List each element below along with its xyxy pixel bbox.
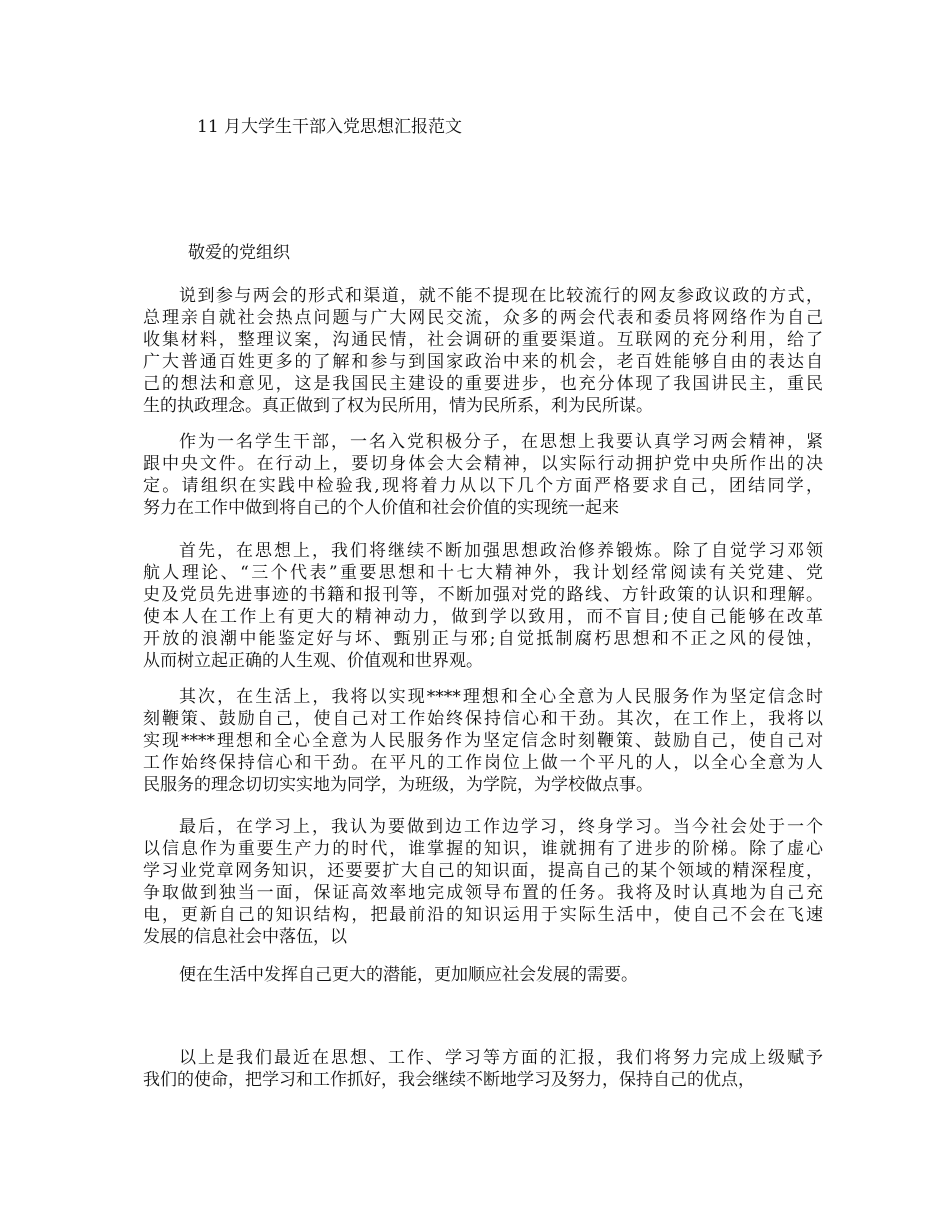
text-line: 发展的信息社会中落伍，以: [143, 927, 347, 947]
text-line: 便在生活中发挥自己更大的潜能，更加顺应社会发展的需要。: [179, 965, 638, 985]
text-line: 说到参与两会的形式和渠道，就不能不提现在比较流行的网友参政议政的方式，: [179, 286, 823, 306]
salutation: 敬爱的党组织: [188, 243, 290, 263]
text-line: 以上是我们最近在思想、工作、学习等方面的汇报，我们将努力完成上级赋予: [179, 1048, 823, 1068]
text-line: 定。请组织在实践中检验我,现将着力从以下几个方面严格要求自己，团结同学，: [143, 476, 823, 496]
text-line: 最后，在学习上，我认为要做到边工作边学习，终身学习。当今社会处于一个: [179, 817, 823, 837]
paragraph: [143, 964, 823, 986]
text-line: 生的执政理念。真正做到了权为民所用，情为民所系，利为民所谋。: [143, 396, 653, 416]
text-line: 收集材料，整理议案，沟通民情，社会调研的重要渠道。互联网的充分利用，给了: [143, 330, 823, 350]
text-line: 从而树立起正确的人生观、价值观和世界观。: [143, 651, 483, 671]
text-line: 开放的浪潮中能鉴定好与坏、甄别正与邪;自觉抵制腐朽思想和不正之风的侵蚀，: [143, 629, 823, 649]
text-line: 以信息作为重要生产力的时代，谁掌握的知识，谁就拥有了进步的阶梯。除了虚心: [143, 839, 823, 859]
paragraph: [143, 540, 823, 672]
paragraph: [143, 686, 823, 796]
text-line: 作为一名学生干部，一名入党积极分子，在思想上我要认真学习两会精神，紧: [179, 432, 823, 452]
text-line: 广大普通百姓更多的了解和参与到国家政治中来的机会，老百姓能够自由的表达自: [143, 352, 823, 372]
text-line: 使本人在工作上有更大的精神动力，做到学以致用，而不盲目;使自己能够在改革: [143, 607, 823, 627]
document-title: 11 月大学生干部入党思想汇报范文: [197, 117, 463, 137]
text-line: 民服务的理念切切实实地为同学，为班级，为学院，为学校做点事。: [143, 775, 653, 795]
text-line: 航人理论、“三个代表”重要思想和十七大精神外，我计划经常阅读有关党建、党: [143, 563, 823, 583]
text-line: 其次，在生活上，我将以实现****理想和全心全意为人民服务作为坚定信念时: [179, 687, 823, 707]
paragraph: [143, 431, 823, 519]
text-line: 刻鞭策、鼓励自己，使自己对工作始终保持信心和干劲。其次，在工作上，我将以: [143, 709, 823, 729]
text-line: 跟中央文件。在行动上，要切身体会大会精神，以实际行动拥护党中央所作出的决: [143, 454, 823, 474]
text-line: 史及党员先进事迹的书籍和报刊等，不断加强对党的路线、方针政策的认识和理解。: [143, 585, 823, 605]
text-line: 己的想法和意见，这是我国民主建设的重要进步，也充分体现了我国讲民主，重民: [143, 374, 823, 394]
text-line: 我们的使命，把学习和工作抓好，我会继续不断地学习及努力，保持自己的优点，: [143, 1070, 755, 1090]
text-line: 工作始终保持信心和干劲。在平凡的工作岗位上做一个平凡的人，以全心全意为人: [143, 753, 823, 773]
paragraph: [143, 816, 823, 948]
text-line: 学习业党章网务知识，还要要扩大自己的知识面，提高自己的某个领域的精深程度，: [143, 861, 823, 881]
text-line: 电，更新自己的知识结构，把最前沿的知识运用于实际生活中，使自己不会在飞速: [143, 905, 823, 925]
paragraph: [143, 1047, 823, 1091]
paragraph: [143, 285, 823, 417]
text-line: 努力在工作中做到将自己的个人价值和社会价值的实现统一起来: [143, 498, 619, 518]
text-line: 首先，在思想上，我们将继续不断加强思想政治修养锻炼。除了自觉学习邓领: [179, 541, 823, 561]
text-line: 争取做到独当一面，保证高效率地完成领导布置的任务。我将及时认真地为自己充: [143, 883, 823, 903]
text-line: 总理亲自就社会热点问题与广大网民交流，众多的两会代表和委员将网络作为自己: [143, 308, 823, 328]
text-line: 实现****理想和全心全意为人民服务作为坚定信念时刻鞭策、鼓励自己，使自己对: [143, 731, 823, 751]
